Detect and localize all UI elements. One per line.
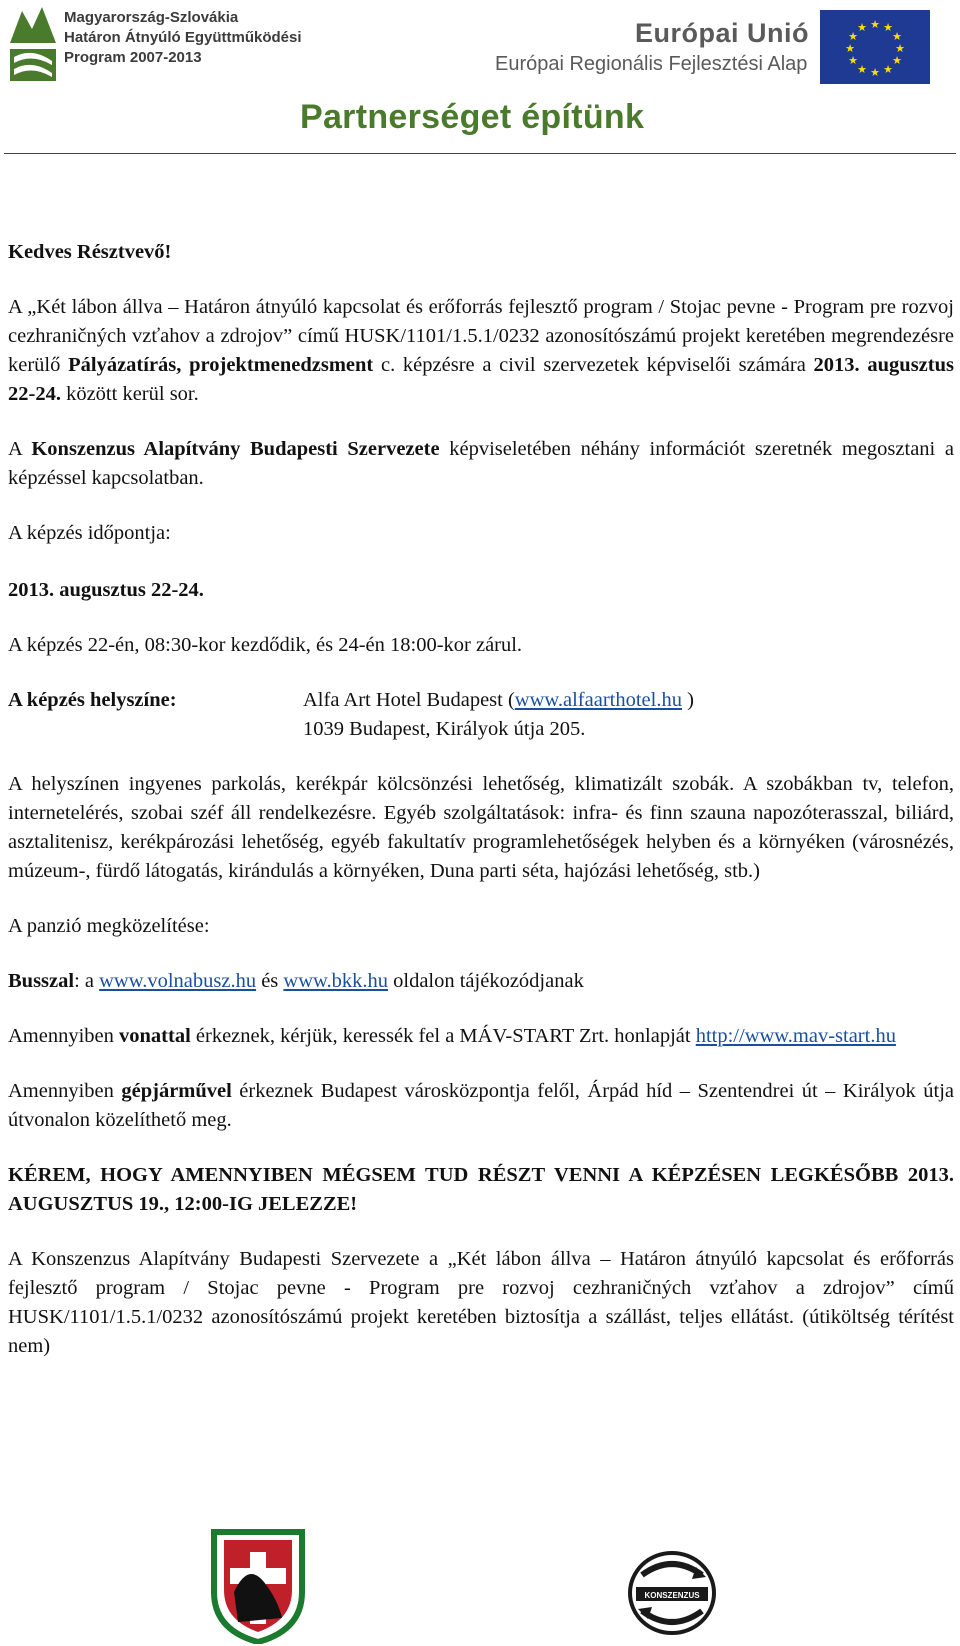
bus-label: Busszal — [8, 970, 75, 992]
svg-text:★: ★ — [892, 54, 902, 67]
bus-text: oldalon tájékozódjanak — [388, 970, 584, 992]
svg-text:★: ★ — [892, 30, 902, 43]
venue-name-line — [303, 686, 694, 715]
train-text: Amennyiben — [8, 1025, 120, 1047]
intro-paragraph — [8, 293, 954, 409]
venue-label: A képzés helyszíne: — [8, 689, 177, 711]
closing-paragraph: A Konszenzus Alapítvány Budapesti Szervezete a „Két lábon állva – Határon átnyúló kapcsolat és erőforrás fejlesztő program / Stojac pevne - Program pre rozvoj cezhraničných vzťahov a zdrojov” című HUSK/1101/1.5.1/0232 azonosítószámú projekt keretében biztosítja a szállást, teljes ellátást. (útiköltség térítést nem) — [8, 1248, 954, 1357]
facilities-paragraph: A helyszínen ingyenes parkolás, kerékpár kölcsönzési lehetőség, klimatizált szobák. A szobákban tv, telefon, internetelérés, szobai széf áll rendelkezésre. Egyéb szolgáltatások: infra- és finn szauna napozóterasszal, biliárd, asztalitenisz, kerékpározási lehetőség, egyéb fakultatív programlehetőségek helyben és a környéken (városnézés, múzeum-, fürdő látogatás, kirándulás a környéken, Duna parti séta, hajózási lehetőség, stb.) — [8, 773, 954, 882]
car-paragraph — [8, 1077, 954, 1135]
venue-block — [8, 686, 954, 744]
svg-text:★: ★ — [883, 21, 893, 34]
letterhead — [0, 0, 960, 157]
program-logo-icon — [8, 3, 58, 83]
program-line: Magyarország-Szlovákia — [64, 9, 239, 26]
bus-text: : a — [74, 970, 100, 992]
slogan: Partnerséget építünk — [300, 98, 645, 136]
svg-text:★: ★ — [857, 21, 867, 34]
car-text: Amennyiben — [8, 1080, 122, 1102]
svg-text:★: ★ — [870, 18, 880, 31]
organization-logo-icon — [208, 1522, 308, 1644]
car-keyword: gépjárművel — [121, 1080, 232, 1102]
venue-details — [303, 686, 694, 744]
header-divider — [4, 153, 956, 154]
eu-flag-icon — [820, 10, 930, 84]
approach-label: A panzió megközelítése: — [8, 915, 210, 937]
date-label: A képzés időpontja: — [8, 522, 171, 544]
hotel-website-link[interactable]: www.alfaarthotel.hu — [514, 689, 682, 711]
svg-text:★: ★ — [857, 63, 867, 76]
bus-text: és — [256, 970, 284, 992]
train-text: érkeznek, kérjük, keressék fel a MÁV-START Zrt. honlapját — [190, 1025, 696, 1047]
program-title — [64, 8, 302, 68]
volnabusz-link[interactable]: www.volnabusz.hu — [99, 970, 257, 992]
konszenzus-logo-icon — [622, 1545, 722, 1641]
svg-text:★: ★ — [848, 30, 858, 43]
intro-text: A „Két lábon állva – Határon átnyúló kapcsolat és erőforrás fejlesztő program / Stojac pevne - Program pre rozvoj cezhraničných vzťahov a zdrojov” című HUSK/1101/1.5.1/0232 azonosítószámú projekt keretében megrendezésre kerülő — [8, 296, 954, 376]
organizer-text: képviseletében néhány információt szeretnék megosztani a képzéssel kapcsolatban. — [8, 438, 954, 489]
train-keyword: vonattal — [119, 1025, 191, 1047]
svg-text:★: ★ — [895, 42, 905, 55]
organizer-paragraph — [8, 435, 954, 493]
intro-text: c. képzésre a civil szervezetek képviselői számára — [373, 354, 814, 376]
car-text: érkeznek Budapest városközpontja felől, Árpád híd – Szentendrei út – Királyok útja útvonalon közelíthető meg. — [8, 1080, 954, 1131]
eu-title: Európai Unió — [635, 18, 809, 48]
course-dates: 2013. augusztus 22-24. — [8, 354, 954, 405]
svg-text:★: ★ — [870, 66, 880, 79]
greeting: Kedves Résztvevő! — [8, 241, 172, 263]
program-line: Program 2007-2013 — [64, 49, 202, 66]
mav-start-link[interactable]: http://www.mav-start.hu — [695, 1025, 896, 1047]
date-value: 2013. augusztus 22-24. — [8, 579, 204, 601]
organizer-text: A — [8, 438, 32, 460]
course-title: Pályázatírás, projektmenedzsment — [68, 354, 374, 376]
konszenzus-logo-text: KONSZENZUS — [644, 1591, 700, 1600]
venue-paren: ) — [681, 689, 694, 711]
venue-address: 1039 Budapest, Királyok útja 205. — [303, 718, 586, 740]
eu-fund-name: Európai Regionális Fejlesztési Alap — [495, 53, 808, 75]
program-line: Határon Átnyúló Együttműködési — [64, 29, 302, 46]
train-paragraph — [8, 1022, 954, 1051]
bus-paragraph — [8, 967, 954, 996]
svg-text:★: ★ — [883, 63, 893, 76]
organizer-name: Konszenzus Alapítvány Budapesti Szervezete — [31, 438, 440, 460]
svg-text:★: ★ — [848, 54, 858, 67]
bkk-link[interactable]: www.bkk.hu — [283, 970, 388, 992]
cancellation-notice: KÉREM, HOGY AMENNYIBEN MÉGSEM TUD RÉSZT VENNI A KÉPZÉSEN LEGKÉSŐBB 2013. AUGUSZTUS 19., 12:00-IG JELEZZE! — [8, 1164, 954, 1215]
venue-name: Alfa Art Hotel Budapest ( — [303, 689, 515, 711]
schedule-text: A képzés 22-én, 08:30-kor kezdődik, és 24-én 18:00-kor zárul. — [8, 634, 523, 656]
intro-text: között kerül sor. — [60, 383, 199, 405]
svg-text:★: ★ — [845, 42, 855, 55]
letter-body — [8, 238, 954, 1361]
